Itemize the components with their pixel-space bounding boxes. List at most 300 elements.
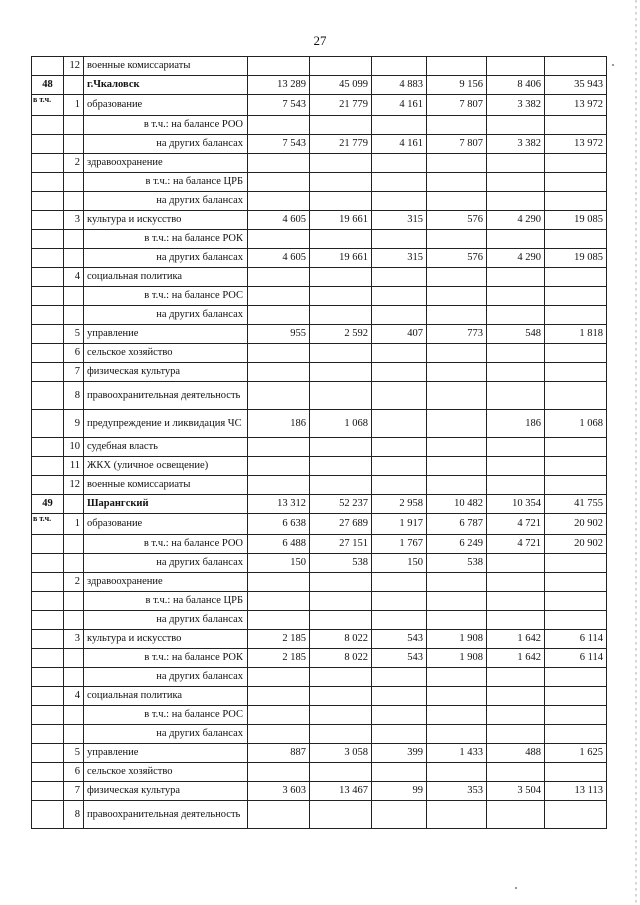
- value-cell: 9 156: [427, 76, 487, 95]
- value-cell: [372, 573, 427, 592]
- table-row: [32, 57, 607, 76]
- value-cell: 52 237: [310, 495, 372, 514]
- item-name-cell: предупреждение и ликвидация ЧС: [84, 410, 248, 438]
- district-number-cell: [32, 306, 64, 325]
- sub-row: [32, 306, 607, 325]
- value-cell: [487, 268, 545, 287]
- district-number-cell: [32, 573, 64, 592]
- value-cell: 8 022: [310, 630, 372, 649]
- value-cell: [487, 725, 545, 744]
- value-cell: [487, 438, 545, 457]
- value-cell: 1 908: [427, 649, 487, 668]
- value-cell: [545, 725, 607, 744]
- item-index-cell: [64, 173, 84, 192]
- value-cell: 41 755: [545, 495, 607, 514]
- value-cell: [248, 154, 310, 173]
- table-row: [32, 476, 607, 495]
- value-cell: [545, 306, 607, 325]
- value-cell: [545, 154, 607, 173]
- value-cell: [372, 57, 427, 76]
- value-cell: [545, 611, 607, 630]
- sub-row: [32, 116, 607, 135]
- value-cell: [427, 116, 487, 135]
- district-number-cell: 49: [32, 495, 64, 514]
- district-number-cell: [32, 725, 64, 744]
- item-name-cell: в т.ч.: на балансе РОК: [84, 649, 248, 668]
- table-row: [32, 782, 607, 801]
- value-cell: 2 185: [248, 630, 310, 649]
- value-cell: [545, 706, 607, 725]
- value-cell: [487, 554, 545, 573]
- value-cell: [372, 725, 427, 744]
- value-cell: [248, 382, 310, 410]
- value-cell: [248, 438, 310, 457]
- value-cell: [372, 116, 427, 135]
- value-cell: [545, 668, 607, 687]
- district-number-cell: [32, 116, 64, 135]
- value-cell: 4 290: [487, 211, 545, 230]
- value-cell: 27 689: [310, 514, 372, 535]
- item-index-cell: 4: [64, 687, 84, 706]
- district-row: [32, 495, 607, 514]
- value-cell: [310, 687, 372, 706]
- value-cell: [248, 173, 310, 192]
- value-cell: [310, 287, 372, 306]
- table-row: [32, 382, 607, 410]
- district-number-cell: [32, 344, 64, 363]
- value-cell: [427, 706, 487, 725]
- value-cell: [310, 192, 372, 211]
- table-row: [32, 363, 607, 382]
- page-number: 27: [313, 33, 327, 48]
- item-name-cell: социальная политика: [84, 687, 248, 706]
- value-cell: 6 488: [248, 535, 310, 554]
- value-cell: [310, 116, 372, 135]
- value-cell: [487, 457, 545, 476]
- value-cell: [310, 57, 372, 76]
- value-cell: [487, 154, 545, 173]
- table-row: [32, 573, 607, 592]
- value-cell: [372, 287, 427, 306]
- value-cell: [310, 668, 372, 687]
- value-cell: [310, 763, 372, 782]
- value-cell: [248, 57, 310, 76]
- district-number-cell: [32, 154, 64, 173]
- value-cell: 13 972: [545, 135, 607, 154]
- value-cell: [545, 438, 607, 457]
- value-cell: [427, 801, 487, 829]
- sub-row: [32, 592, 607, 611]
- sub-row: [32, 668, 607, 687]
- value-cell: 1 908: [427, 630, 487, 649]
- value-cell: 2 185: [248, 649, 310, 668]
- value-cell: [248, 287, 310, 306]
- value-cell: [427, 230, 487, 249]
- value-cell: [487, 763, 545, 782]
- district-number-cell: [32, 630, 64, 649]
- value-cell: [545, 173, 607, 192]
- value-cell: 1 818: [545, 325, 607, 344]
- item-name-cell: на других балансах: [84, 135, 248, 154]
- item-name-cell: здравоохранение: [84, 154, 248, 173]
- value-cell: 150: [248, 554, 310, 573]
- value-cell: [248, 611, 310, 630]
- item-index-cell: 6: [64, 344, 84, 363]
- value-cell: 35 943: [545, 76, 607, 95]
- item-index-cell: 6: [64, 763, 84, 782]
- value-cell: [545, 57, 607, 76]
- value-cell: [487, 611, 545, 630]
- value-cell: [427, 268, 487, 287]
- item-index-cell: 8: [64, 382, 84, 410]
- value-cell: 45 099: [310, 76, 372, 95]
- value-cell: 353: [427, 782, 487, 801]
- value-cell: 8 406: [487, 76, 545, 95]
- item-name-cell: в т.ч.: на балансе ЦРБ: [84, 173, 248, 192]
- sub-row: [32, 192, 607, 211]
- scan-speck: [515, 887, 517, 889]
- value-cell: 4 161: [372, 135, 427, 154]
- value-cell: [487, 57, 545, 76]
- item-name-cell: в т.ч.: на балансе ЦРБ: [84, 592, 248, 611]
- value-cell: [427, 287, 487, 306]
- item-index-cell: [64, 535, 84, 554]
- value-cell: 6 638: [248, 514, 310, 535]
- item-index-cell: [64, 249, 84, 268]
- district-number-cell: [32, 249, 64, 268]
- value-cell: [427, 154, 487, 173]
- district-number-cell: [32, 611, 64, 630]
- value-cell: [372, 344, 427, 363]
- item-name-cell: здравоохранение: [84, 573, 248, 592]
- district-number-cell: в т.ч.: [32, 95, 64, 116]
- value-cell: [310, 592, 372, 611]
- item-name-cell: сельское хозяйство: [84, 763, 248, 782]
- scan-edge-artifact: [635, 0, 637, 905]
- value-cell: [545, 268, 607, 287]
- value-cell: [487, 592, 545, 611]
- value-cell: [310, 306, 372, 325]
- item-name-cell: образование: [84, 514, 248, 535]
- item-name-cell: образование: [84, 95, 248, 116]
- item-index-cell: 3: [64, 630, 84, 649]
- item-name-cell: г.Чкаловск: [84, 76, 248, 95]
- value-cell: 538: [427, 554, 487, 573]
- district-number-cell: [32, 457, 64, 476]
- item-name-cell: судебная власть: [84, 438, 248, 457]
- value-cell: [248, 344, 310, 363]
- item-name-cell: на других балансах: [84, 192, 248, 211]
- value-cell: [487, 363, 545, 382]
- table-row: [32, 410, 607, 438]
- item-index-cell: [64, 287, 84, 306]
- district-number-cell: [32, 535, 64, 554]
- value-cell: [487, 476, 545, 495]
- value-cell: [372, 192, 427, 211]
- value-cell: 150: [372, 554, 427, 573]
- item-name-cell: культура и искусство: [84, 630, 248, 649]
- value-cell: 20 902: [545, 535, 607, 554]
- item-index-cell: 4: [64, 268, 84, 287]
- sub-row: [32, 725, 607, 744]
- item-index-cell: 2: [64, 154, 84, 173]
- value-cell: 1 068: [545, 410, 607, 438]
- item-name-cell: физическая культура: [84, 782, 248, 801]
- item-name-cell: управление: [84, 325, 248, 344]
- value-cell: [372, 363, 427, 382]
- value-cell: [427, 438, 487, 457]
- district-number-cell: [32, 649, 64, 668]
- value-cell: [427, 573, 487, 592]
- value-cell: 4 161: [372, 95, 427, 116]
- sub-row: [32, 287, 607, 306]
- value-cell: [310, 725, 372, 744]
- item-index-cell: 12: [64, 476, 84, 495]
- value-cell: [545, 192, 607, 211]
- district-number-cell: [32, 382, 64, 410]
- value-cell: 186: [248, 410, 310, 438]
- value-cell: [310, 173, 372, 192]
- value-cell: [248, 363, 310, 382]
- district-number-cell: 48: [32, 76, 64, 95]
- value-cell: [372, 801, 427, 829]
- value-cell: 1 625: [545, 744, 607, 763]
- item-index-cell: 1: [64, 514, 84, 535]
- value-cell: 6 114: [545, 649, 607, 668]
- value-cell: 20 902: [545, 514, 607, 535]
- value-cell: [487, 287, 545, 306]
- district-number-cell: [32, 57, 64, 76]
- value-cell: 21 779: [310, 135, 372, 154]
- table-row: [32, 95, 607, 116]
- value-cell: 27 151: [310, 535, 372, 554]
- value-cell: [427, 173, 487, 192]
- value-cell: 1 642: [487, 649, 545, 668]
- value-cell: [310, 801, 372, 829]
- value-cell: 543: [372, 630, 427, 649]
- district-number-cell: [32, 554, 64, 573]
- value-cell: 7 807: [427, 135, 487, 154]
- value-cell: [372, 438, 427, 457]
- value-cell: [545, 687, 607, 706]
- value-cell: [427, 344, 487, 363]
- district-number-cell: [32, 744, 64, 763]
- district-number-cell: [32, 438, 64, 457]
- item-index-cell: [64, 592, 84, 611]
- value-cell: 6 787: [427, 514, 487, 535]
- item-name-cell: в т.ч.: на балансе РОК: [84, 230, 248, 249]
- value-cell: [427, 410, 487, 438]
- value-cell: [427, 382, 487, 410]
- value-cell: [248, 230, 310, 249]
- value-cell: [372, 457, 427, 476]
- budget-table: [31, 56, 607, 829]
- value-cell: 1 068: [310, 410, 372, 438]
- value-cell: 2 592: [310, 325, 372, 344]
- district-number-cell: [32, 476, 64, 495]
- item-name-cell: военные комиссариаты: [84, 57, 248, 76]
- district-number-cell: [32, 706, 64, 725]
- value-cell: [248, 192, 310, 211]
- value-cell: 576: [427, 249, 487, 268]
- value-cell: 6 249: [427, 535, 487, 554]
- item-name-cell: физическая культура: [84, 363, 248, 382]
- value-cell: [427, 457, 487, 476]
- value-cell: 13 467: [310, 782, 372, 801]
- item-index-cell: [64, 668, 84, 687]
- table-row: [32, 438, 607, 457]
- scan-speck: [612, 64, 614, 66]
- item-name-cell: в т.ч.: на балансе РОО: [84, 535, 248, 554]
- value-cell: [248, 457, 310, 476]
- value-cell: [427, 687, 487, 706]
- item-name-cell: военные комиссариаты: [84, 476, 248, 495]
- value-cell: 21 779: [310, 95, 372, 116]
- item-index-cell: [64, 725, 84, 744]
- item-name-cell: культура и искусство: [84, 211, 248, 230]
- value-cell: [545, 801, 607, 829]
- item-index-cell: [64, 76, 84, 95]
- item-name-cell: на других балансах: [84, 725, 248, 744]
- item-name-cell: социальная политика: [84, 268, 248, 287]
- item-name-cell: на других балансах: [84, 611, 248, 630]
- value-cell: [427, 668, 487, 687]
- value-cell: [248, 763, 310, 782]
- value-cell: 4 721: [487, 514, 545, 535]
- sub-row: [32, 249, 607, 268]
- value-cell: [372, 592, 427, 611]
- value-cell: 1 642: [487, 630, 545, 649]
- value-cell: [427, 611, 487, 630]
- sub-row: [32, 611, 607, 630]
- item-name-cell: ЖКХ (уличное освещение): [84, 457, 248, 476]
- item-name-cell: в т.ч.: на балансе РОО: [84, 116, 248, 135]
- value-cell: 315: [372, 211, 427, 230]
- value-cell: [310, 476, 372, 495]
- item-index-cell: [64, 706, 84, 725]
- district-number-cell: [32, 592, 64, 611]
- value-cell: [487, 192, 545, 211]
- item-name-cell: управление: [84, 744, 248, 763]
- district-number-cell: [32, 173, 64, 192]
- table-row: [32, 630, 607, 649]
- value-cell: [487, 173, 545, 192]
- value-cell: [310, 230, 372, 249]
- value-cell: [545, 116, 607, 135]
- value-cell: [310, 706, 372, 725]
- value-cell: 3 058: [310, 744, 372, 763]
- item-index-cell: 8: [64, 801, 84, 829]
- value-cell: 13 312: [248, 495, 310, 514]
- value-cell: 407: [372, 325, 427, 344]
- value-cell: [372, 173, 427, 192]
- value-cell: 543: [372, 649, 427, 668]
- value-cell: [427, 592, 487, 611]
- table-row: [32, 325, 607, 344]
- table-row: [32, 687, 607, 706]
- item-index-cell: 7: [64, 363, 84, 382]
- district-number-cell: [32, 763, 64, 782]
- value-cell: [248, 306, 310, 325]
- value-cell: 186: [487, 410, 545, 438]
- value-cell: 399: [372, 744, 427, 763]
- value-cell: [427, 763, 487, 782]
- item-name-cell: на других балансах: [84, 554, 248, 573]
- value-cell: [427, 192, 487, 211]
- value-cell: 1 767: [372, 535, 427, 554]
- item-name-cell: правоохранительная деятельность: [84, 382, 248, 410]
- table-row: [32, 211, 607, 230]
- value-cell: [248, 592, 310, 611]
- value-cell: [372, 230, 427, 249]
- item-index-cell: 11: [64, 457, 84, 476]
- value-cell: [487, 230, 545, 249]
- value-cell: [487, 668, 545, 687]
- table-row: [32, 154, 607, 173]
- district-row: [32, 76, 607, 95]
- value-cell: [427, 725, 487, 744]
- sub-row: [32, 554, 607, 573]
- value-cell: [310, 268, 372, 287]
- item-index-cell: [64, 306, 84, 325]
- value-cell: [427, 57, 487, 76]
- value-cell: [310, 573, 372, 592]
- value-cell: [545, 287, 607, 306]
- value-cell: [248, 573, 310, 592]
- sub-row: [32, 135, 607, 154]
- item-index-cell: [64, 230, 84, 249]
- value-cell: [487, 382, 545, 410]
- value-cell: [372, 476, 427, 495]
- value-cell: [372, 706, 427, 725]
- item-index-cell: 5: [64, 744, 84, 763]
- district-number-cell: [32, 325, 64, 344]
- item-name-cell: правоохранительная деятельность: [84, 801, 248, 829]
- value-cell: 1 917: [372, 514, 427, 535]
- item-index-cell: [64, 192, 84, 211]
- value-cell: 10 354: [487, 495, 545, 514]
- value-cell: [545, 344, 607, 363]
- sub-row: [32, 649, 607, 668]
- district-number-cell: [32, 687, 64, 706]
- value-cell: [310, 154, 372, 173]
- item-index-cell: [64, 649, 84, 668]
- value-cell: 548: [487, 325, 545, 344]
- district-number-cell: [32, 135, 64, 154]
- value-cell: [310, 611, 372, 630]
- table-row: [32, 457, 607, 476]
- value-cell: 7 543: [248, 95, 310, 116]
- district-number-cell: [32, 363, 64, 382]
- value-cell: 488: [487, 744, 545, 763]
- value-cell: [427, 306, 487, 325]
- item-index-cell: 10: [64, 438, 84, 457]
- value-cell: 576: [427, 211, 487, 230]
- value-cell: [372, 687, 427, 706]
- value-cell: [487, 344, 545, 363]
- item-name-cell: сельское хозяйство: [84, 344, 248, 363]
- table-row: [32, 801, 607, 829]
- table-row: [32, 344, 607, 363]
- value-cell: 6 114: [545, 630, 607, 649]
- value-cell: 3 382: [487, 95, 545, 116]
- value-cell: 3 382: [487, 135, 545, 154]
- value-cell: 19 661: [310, 211, 372, 230]
- item-index-cell: 3: [64, 211, 84, 230]
- value-cell: [487, 687, 545, 706]
- value-cell: [545, 382, 607, 410]
- item-name-cell: Шарангский: [84, 495, 248, 514]
